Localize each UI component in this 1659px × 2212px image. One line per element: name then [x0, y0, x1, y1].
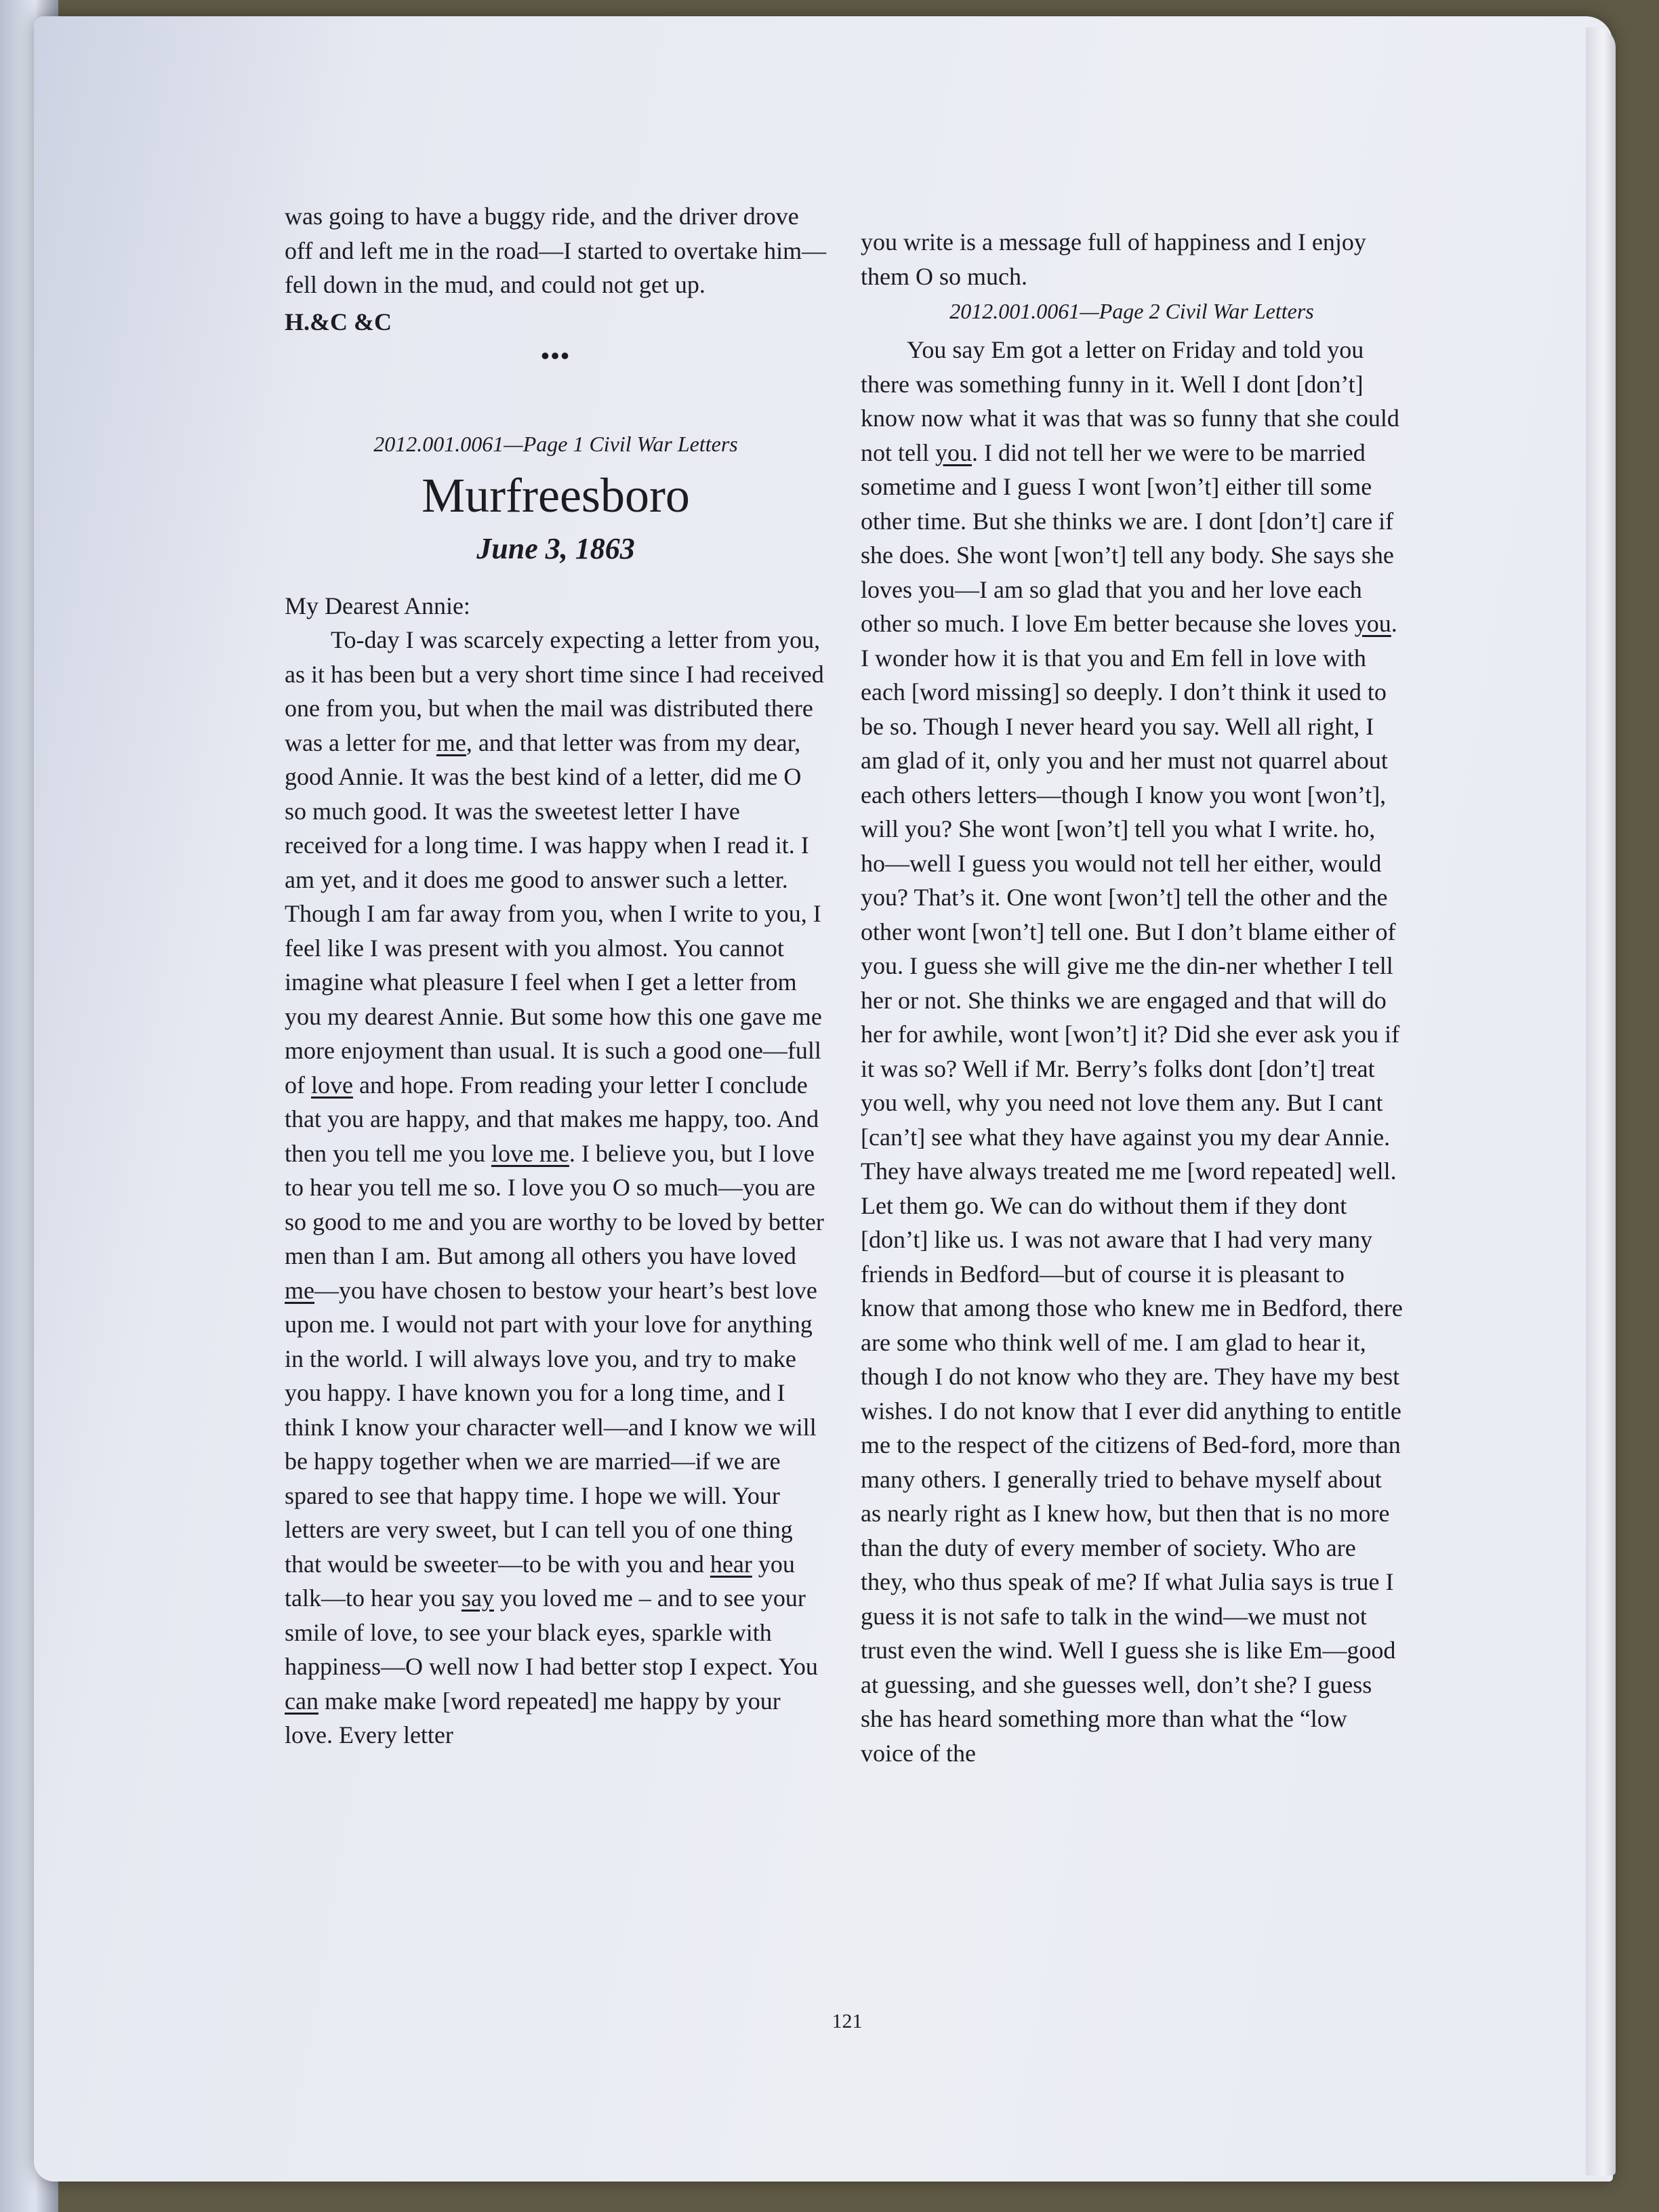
left-column: [285, 199, 827, 1753]
page-stack-edge: [1586, 27, 1616, 2175]
section-separator: •••: [541, 342, 571, 369]
underlined-word: hear: [710, 1550, 752, 1578]
underlined-word: say: [461, 1584, 494, 1612]
underlined-word: love: [311, 1071, 353, 1099]
salutation: My Dearest Annie:: [285, 592, 470, 619]
underlined-word: can: [285, 1687, 319, 1715]
underlined-word: you: [935, 438, 972, 466]
right-intro-text: you write is a message full of happiness and I enjoy them O so much.: [861, 228, 1366, 290]
left-intro-text: was going to have a buggy ride, and the driver drove off and left me in the road—I started to overtake him—fell down in the mud, and could not get up.: [285, 203, 827, 298]
letter-body-page-1: To-day I was scarcely expecting a letter from you, as it has been but a very short time since I had received one from you, but when the mail was distributed there was a letter for me, and that letter was from my dear, good Annie. It was the best kind of a letter, did me O so much good. It was the sweetest letter I have received for a long time. I was happy when I read it. I am yet, and it does me good to answer such a letter. Though I am far away from you, when I write to you, I feel like I was present with you almost. You cannot imagine what pleasure I feel when I get a letter from you my dearest Annie. But some how this one gave me more enjoyment than usual. It is such a good one—full of love and hope. From reading your letter I conclude that you are happy, and that makes me happy, too. And then you tell me you love me. I believe you, but I love to hear you tell me so. I love you O so much—you are so good to me and you are worthy to be loved by better men than I am. But among all others you have loved me—you have chosen to bestow your heart’s best love upon me. I would not part with your love for anything in the world. I will always love you, and try to make you happy. I have known you for a long time, and I think I know your character well—and I know we will be happy together when we are married—if we are spared to see that happy time. I hope we will. Your letters are very sweet, but I can tell you of one thing that would be sweeter—to be with you and hear you talk—to hear you say you loved me – and to see your smile of love, to see your black eyes, sparkle with happiness—O well now I had better stop I expect. You can make make [word repeated] me happy by your love. Every letter: [285, 626, 824, 1748]
underlined-word: you: [1354, 610, 1391, 637]
underlined-word: love me: [491, 1139, 569, 1167]
letter-caption-page-1: 2012.001.0061—Page 1 Civil War Letters: [373, 431, 738, 456]
underlined-word: me: [436, 729, 466, 756]
signoff: H.&C &C: [285, 308, 392, 335]
letter-title: Murfreesboro: [422, 468, 690, 523]
letter-caption-page-2: 2012.001.0061—Page 2 Civil War Letters: [949, 299, 1314, 323]
underlined-word: me: [285, 1276, 314, 1304]
right-column: [861, 225, 1403, 1770]
page-number: 121: [832, 2010, 863, 2032]
letter-body-page-2: You say Em got a letter on Friday and told you there was something funny in it. Well I dont [don’t] know now what it was that was so funny that she could not tell you. I did not tell her we were to be married sometime and I guess I wont [won’t] either till some other time. But she thinks we are. I dont [don’t] care if she does. She wont [won’t] tell any body. She says she loves you—I am so glad that you and her love each other so much. I love Em better because she loves you. I wonder how it is that you and Em fell in love with each [word missing] so deeply. I don’t think it used to be so. Though I never heard you say. Well all right, I am glad of it, only you and her must not quarrel about each others letters—though I know you wont [won’t], will you? She wont [won’t] tell you what I write. ho, ho—well I guess you would not tell her either, would you? That’s it. One wont [won’t] tell the other and the other wont [won’t] tell one. But I don’t blame either of you. I guess she will give me the din-ner whether I tell her or not. She thinks we are engaged and that will do her for awhile, wont [won’t] it? Did she ever ask you if it was so? Well if Mr. Berry’s folks dont [don’t] treat you well, why you need not love them any. But I cant [can’t] see what they have against you my dear Annie. They have always treated me me [word repeated] well. Let them go. We can do without them if they dont [don’t] like us. I was not aware that I had very many friends in Bedford—but of course it is pleasant to know that among those who knew me in Bedford, there are some who think well of me. I am glad to hear it, though I do not know who they are. They have my best wishes. I do not know that I ever did anything to entitle me to the respect of the citizens of Bed-ford, more than many others. I generally tried to behave myself about as nearly right as I knew how, but then that is no more than the duty of every member of society. Who are they, who thus speak of me? If what Julia says is true I guess it is not safe to talk in the wind—we must not trust even the wind. Well I guess she is like Em—good at guessing, and she guesses well, don’t she? I guess she has heard something more than what the “low voice of the: [861, 336, 1403, 1767]
letter-date: June 3, 1863: [476, 531, 635, 565]
